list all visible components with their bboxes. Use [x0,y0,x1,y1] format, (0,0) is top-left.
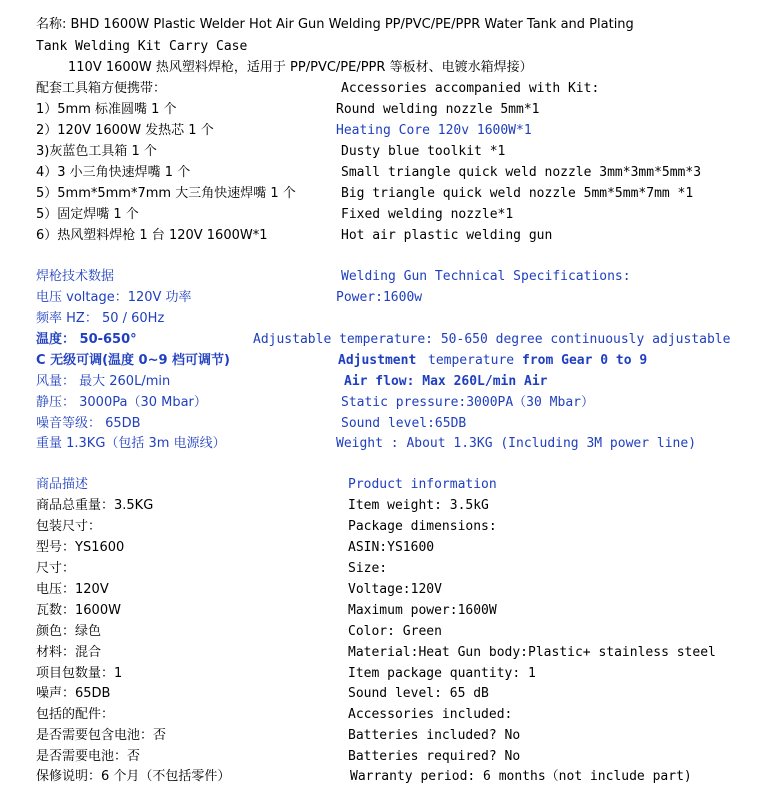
product-en: Batteries required? No [348,749,521,764]
product-en: ASIN:YS1600 [348,540,435,555]
spec-weight-cn: 重量 1.3KG（包括 3m 电源线） [36,436,226,451]
accessory-cn: 2）120V 1600W 发热芯 1 个 [36,123,214,138]
accessory-en: Round welding nozzle 5mm*1 [336,102,540,117]
accessory-cn: 3)灰蓝色工具箱 1 个 [36,144,157,159]
spec-adjustment-row [0,350,764,371]
accessory-en: Small triangle quick weld nozzle 3mm*3mm*5mm*3 [341,165,702,180]
product-en: Maximum power:1600W [348,603,497,618]
product-cn: 包括的配件： [36,707,115,722]
product-en: Package dimensions: [348,519,497,534]
product-cn: 项目包数量：1 [36,666,123,681]
accessory-en: Dusty blue toolkit *1 [341,144,506,159]
product-row [0,746,764,767]
spec-frequency-row [0,308,764,329]
product-name-continued: Tank Welding Kit Carry Case [36,39,248,54]
product-cn: 保修说明：6 个月（不包括零件） [36,769,231,784]
product-heading-row [0,474,764,495]
spec-voltage-cn: 电压 voltage：120V 功率 [36,290,192,305]
accessory-cn: 1）5mm 标准圆嘴 1 个 [36,102,177,117]
product-en: Item package quantity: 1 [348,666,536,681]
product-row [0,537,764,558]
spec-temperature-row [0,329,764,350]
product-cn: 尺寸： [36,561,76,576]
spec-noise-cn: 噪音等级： 65DB [36,416,141,431]
spec-airflow-cn: 风量： 最大 260L/min [36,374,171,389]
product-cn: 材料：混合 [36,645,102,660]
spec-adjustment-en-b: temperature [428,353,515,368]
product-cn: 噪声：65DB [36,686,111,701]
title-line-1 [0,14,764,35]
spec-weight-row [0,433,764,454]
spec-pressure-en: Static pressure:3000PA（30 Mbar） [341,395,594,410]
accessory-row [0,225,764,246]
accessory-cn: 5）5mm*5mm*7mm 大三角快速焊嘴 1 个 [36,186,296,201]
product-cn: 是否需要电池：否 [36,749,141,764]
product-en: Material:Heat Gun body:Plastic+ stainless steel [348,645,716,660]
spec-pressure-row [0,392,764,413]
spec-adjustment-en-a: Adjustment [338,353,417,368]
product-row [0,516,764,537]
product-row [0,766,764,787]
product-heading-cn: 商品描述 [36,477,89,492]
product-cn: 包装尺寸： [36,519,102,534]
spec-airflow-row [0,371,764,392]
accessory-row [0,183,764,204]
product-heading-en: Product information [348,477,497,492]
accessory-row [0,120,764,141]
product-cn: 是否需要包含电池：否 [36,728,167,743]
product-en: Size: [348,561,388,576]
subtitle-line [0,57,764,78]
product-cn: 瓦数：1600W [36,603,121,618]
specs-heading-cn: 焊枪技术数据 [36,269,115,284]
spec-temperature-cn: 温度： 50-650° [36,332,137,347]
product-cn: 电压：120V [36,582,109,597]
spec-pressure-cn: 静压： 3000Pa（30 Mbar） [36,395,207,410]
accessory-row [0,99,764,120]
accessory-cn: 4）3 小三角快速焊嘴 1 个 [36,165,191,180]
accessory-row [0,141,764,162]
accessories-heading-en: Accessories accompanied with Kit: [341,81,600,96]
accessory-en: Hot air plastic welding gun [341,228,553,243]
accessory-row [0,204,764,225]
product-en: Sound level: 65 dB [348,686,489,701]
spec-weight-en: Weight : About 1.3KG (Including 3M power line) [336,436,697,451]
product-en: Warranty period: 6 months（not include part) [350,769,692,784]
product-cn: 型号：YS1600 [36,540,125,555]
accessory-en: Fixed welding nozzle*1 [341,207,514,222]
product-en: Accessories included: [348,707,513,722]
spec-voltage-row [0,287,764,308]
product-row [0,683,764,704]
spec-noise-row [0,413,764,434]
accessories-heading-cn: 配套工具箱方便携带： [36,81,167,96]
product-row [0,621,764,642]
product-name-title: 名称: BHD 1600W Plastic Welder Hot Air Gun Welding PP/PVC/PE/PPR Water Tank and Plating [36,17,634,32]
product-cn: 颜色：绿色 [36,624,102,639]
product-en: Voltage:120V [348,582,442,597]
spec-noise-en: Sound level:65DB [341,416,467,431]
accessory-row [0,162,764,183]
spec-power-en: Power:1600w [336,290,423,305]
product-row [0,725,764,746]
product-row [0,495,764,516]
spec-airflow-en: Air flow: Max 260L/min Air [344,374,548,389]
product-row [0,558,764,579]
product-en: Color: Green [348,624,442,639]
accessory-en: Big triangle quick weld nozzle 5mm*5mm*7mm *1 [341,186,694,201]
specs-heading-row [0,266,764,287]
product-subtitle: 110V 1600W 热风塑料焊枪，适用于 PP/PVC/PE/PPR 等板材、电镀水箱焊接） [68,60,533,75]
accessory-cn: 5）固定焊嘴 1 个 [36,207,139,222]
product-en: Item weight: 3.5kG [348,498,489,513]
spec-frequency-cn: 频率 HZ： 50 / 60Hz [36,311,165,326]
product-cn: 商品总重量：3.5KG [36,498,154,513]
product-en: Batteries included? No [348,728,521,743]
spec-adjustment-en-c: from Gear 0 to 9 [522,353,648,368]
product-row [0,663,764,684]
title-line-2 [0,36,764,57]
product-row [0,579,764,600]
product-row [0,600,764,621]
accessory-en: Heating Core 120v 1600W*1 [336,123,532,138]
accessory-cn: 6）热风塑料焊枪 1 台 120V 1600W*1 [36,228,268,243]
spec-temperature-en: Adjustable temperature: 50-650 degree continuously adjustable [253,332,731,347]
accessories-heading-row [0,78,764,99]
specs-heading-en: Welding Gun Technical Specifications: [341,269,631,284]
product-row [0,642,764,663]
spec-adjustment-cn: C 无级可调(温度 0~9 档可调节) [36,353,230,368]
product-row [0,704,764,725]
